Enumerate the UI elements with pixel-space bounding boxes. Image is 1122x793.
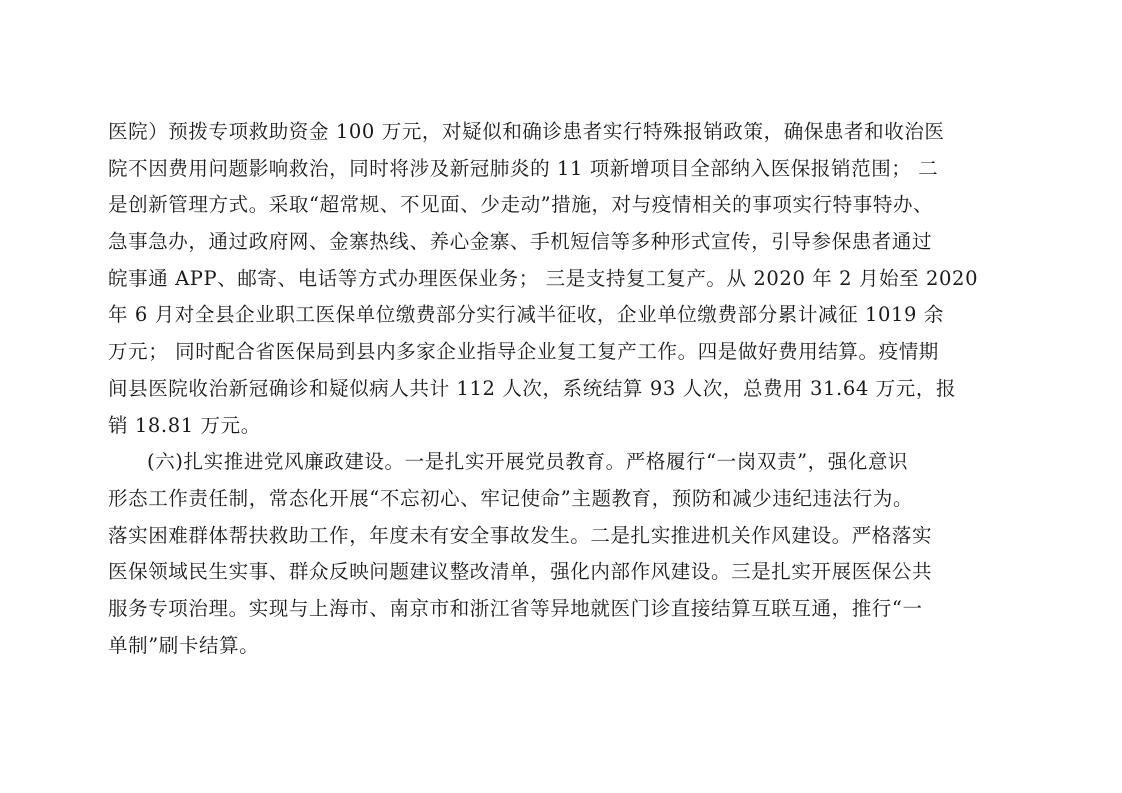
text-line: 形态工作责任制，常态化开展“不忘初心、牢记使命”主题教育，预防和减少违纪违法行为。 xyxy=(108,486,914,510)
text-line: 单制”刷卡结算。 xyxy=(108,633,260,657)
text-line: 是创新管理方式。采取“超常规、不见面、少走动”措施，对与疫情相关的事项实行特事特办、 xyxy=(108,193,934,217)
text-line: 年 6 月对全县企业职工医保单位缴费部分实行减半征收，企业单位缴费部分累计减征 1019 余 xyxy=(108,303,944,327)
text-line: 服务专项治理。实现与上海市、南京市和浙江省等异地就医门诊直接结算互联互通，推行“一 xyxy=(108,596,923,620)
text-line: 落实困难群体帮扶救助工作，年度未有安全事故发生。二是扎实推进机关作风建设。严格落实 xyxy=(108,523,933,547)
text-line: 销 18.81 万元。 xyxy=(108,413,261,437)
text-line: 院不因费用问题影响救治，同时将涉及新冠肺炎的 11 项新增项目全部纳入医保报销范围； 二 xyxy=(108,156,939,180)
section-heading-line: (六)扎实推进党风廉政建设。一是扎实开展党员教育。严格履行“一岗双责”，强化意识 xyxy=(147,450,909,474)
text-line: 医院）预拨专项救助资金 100 万元，对疑似和确诊患者实行特殊报销政策，确保患者和收治医 xyxy=(108,120,945,143)
text-line: 万元； 同时配合省医保局到县内多家企业指导企业复工复产工作。四是做好费用结算。疫情期 xyxy=(108,340,939,364)
text-line: 皖事通 APP、邮寄、电话等方式办理医保业务； 三是支持复工复产。从 2020 年 2 月始至 2020 xyxy=(108,266,979,290)
text-line: 间县医院收治新冠确诊和疑似病人共计 112 人次，系统结算 93 人次，总费用 31.64 万元，报 xyxy=(108,376,957,400)
text-line: 医保领域民生实事、群众反映问题建议整改清单，强化内部作风建设。三是扎实开展医保公共 xyxy=(108,560,933,584)
body-text xyxy=(108,114,988,664)
text-line: 急事急办，通过政府网、金寨热线、养心金寨、手机短信等多种形式宣传，引导参保患者通过 xyxy=(108,230,933,254)
